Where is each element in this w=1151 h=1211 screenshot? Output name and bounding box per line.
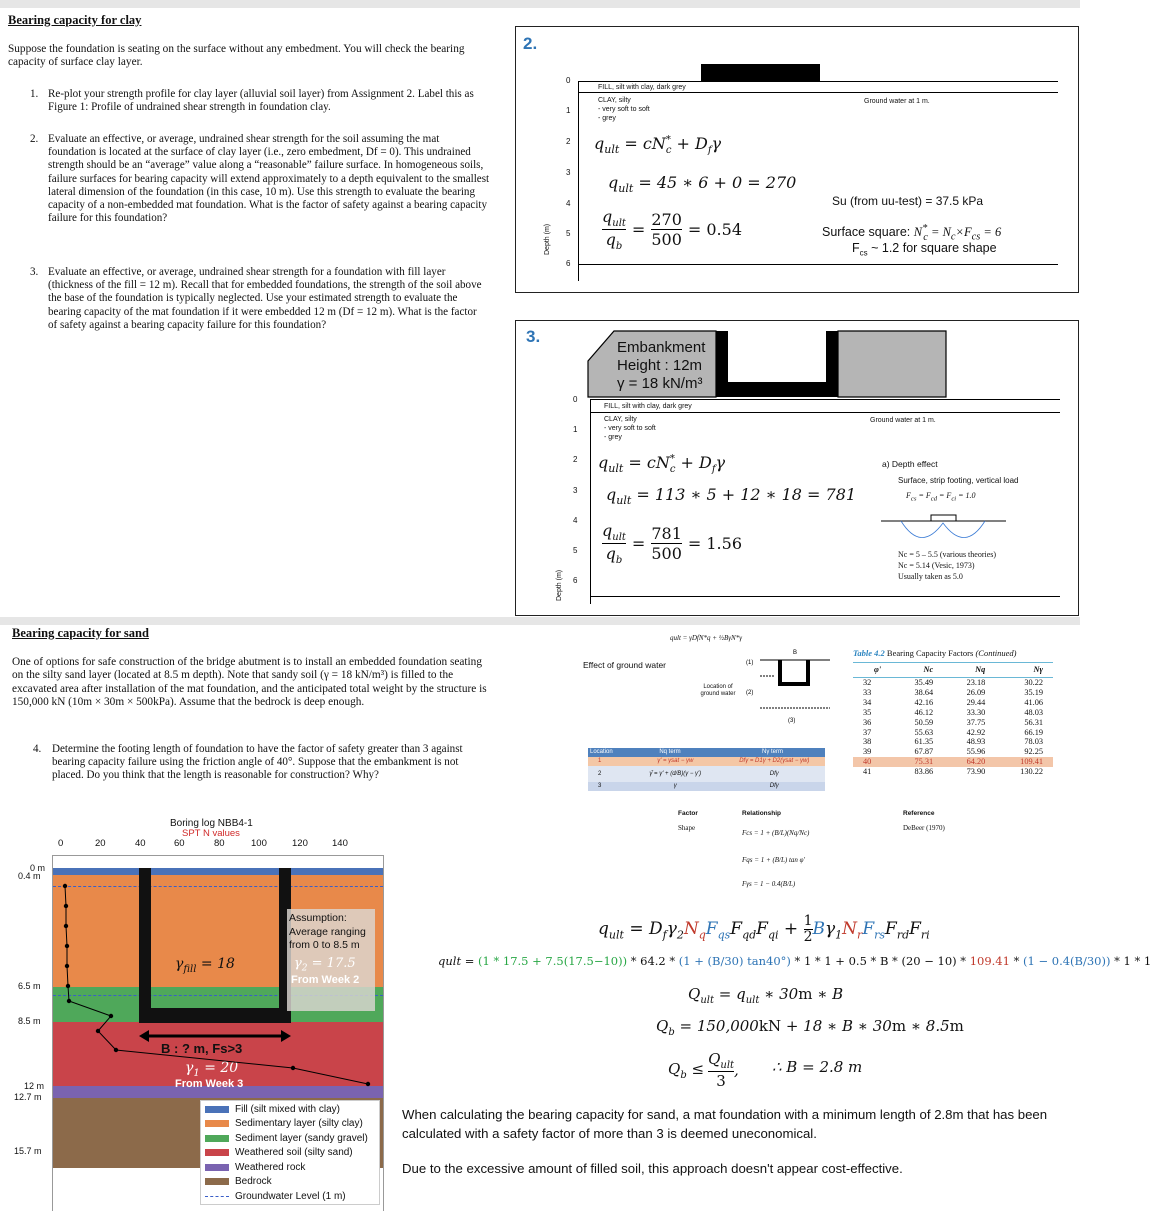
x-tick: 60 — [174, 838, 185, 849]
legend-item — [205, 1175, 375, 1190]
eq3-fs: $q_{ult}$ $q_b$ = $\frac{781}{500}$ = 1.56 — [602, 521, 742, 567]
table42-row — [853, 718, 1053, 728]
table42-cell: 42.16 — [914, 697, 934, 707]
panel-2 — [515, 26, 1079, 293]
legend-swatch — [205, 1196, 229, 1197]
ref-loc-ground: Location of ground water — [700, 684, 736, 697]
from-week-2: From Week 2 — [291, 974, 360, 986]
fs3-num: 781 — [651, 524, 682, 544]
depth-axis — [578, 81, 579, 281]
long-eq-green: (1 * 17.5 + 7.5(17.5−10)) — [478, 954, 628, 968]
from-week-3: From Week 3 — [175, 1078, 244, 1090]
clay-q2: Evaluate an effective, or average, undrained shear strength for the soil assuming the mat foundation is located at the surface of clay layer (i.e., zero embedment, Df = 0). This undrained strength should be an “average” value along a “reasonable” failure surface. In homogeneous soils, failure surfaces for bearing capacity will extend approximately to a depth equivalent to the smallest lateral dimension of the foundation (in this case, 10 m). Use this strength to evaluate the bearing capacity of a non-embedded mat foundation. What is the factor of safety against a bearing capacity failure for this foundation? — [48, 133, 490, 225]
ref-fgs: Fγs = 1 − 0.4(B/L) — [742, 880, 796, 888]
assumption-line-3: from 0 to 8.5 m — [289, 939, 360, 951]
solution-result: ∴ B = 2.8 m — [772, 1058, 863, 1076]
emb-line-2: Height : 12m — [617, 357, 703, 374]
ref-qult-eq: qult = γDfN*q + ½BγN*γ — [670, 634, 742, 642]
fill-desc-3: FILL, silt with clay, dark grey — [604, 403, 692, 410]
fill-desc: FILL, silt with clay, dark grey — [598, 84, 686, 91]
long-eq-d: * — [1009, 954, 1024, 968]
surface-note: Surface square: $N^*_c = N_c\times F_{cs} = 6$ — [822, 223, 1002, 243]
tick-6: 6 — [566, 259, 571, 268]
legend-label: Bedrock — [235, 1176, 272, 1188]
clay-desc-3-1: - very soft to soft — [604, 425, 656, 432]
table42-cell: 33 — [863, 687, 872, 697]
legend-swatch — [205, 1120, 229, 1127]
ground-line — [578, 81, 1058, 82]
table42-cell: 32 — [863, 678, 872, 687]
legend-label: Fill (silt mixed with clay) — [235, 1103, 341, 1115]
gw-th-nq: Nq term — [659, 749, 681, 755]
table42-cell: 73.90 — [966, 767, 986, 777]
legend-item — [205, 1160, 375, 1175]
legend-item — [205, 1131, 375, 1146]
y-tick: 0.4 m — [18, 871, 41, 881]
clay-q3: Evaluate an effective, or average, undrained shear strength for a foundation with fill layer (thickness of the fill = 12 m). Recall that for embedded foundations, the strength of the soil above the base of the foundation is typically neglected. Use your estimated strength to evaluate the bearing capacity of the mat foundation if it were embedded 12 m (Df = 12 m). What is the factor of safety against a bearing capacity failure for this foundation? — [48, 266, 482, 331]
gw-td: Dfγ — [769, 771, 779, 777]
gw-td: γ̄ = γ' + (d/B)(γ − γ') — [649, 771, 702, 777]
eq3-value: $q_{ult} = 113$ ∗ 5 + 12 ∗ 18 = 781 — [606, 485, 857, 508]
foundation-block — [701, 64, 820, 82]
depth-label: Depth (m) — [544, 223, 551, 255]
legend-item — [205, 1189, 375, 1204]
table42-cell: 56.31 — [1024, 717, 1043, 727]
fs3-den: 500 — [651, 544, 682, 564]
table42-row — [853, 698, 1053, 708]
panel-3-label: 3. — [526, 327, 541, 346]
solution-para-1: When calculating the bearing capacity for sand, a mat foundation with a minimum length of 2.8m that has been calculated with a safety factor of more than 3 is deemed uneconomical. — [402, 1107, 1048, 1141]
long-eq-blue: (1 + (B/30) tan40°) — [678, 954, 791, 968]
fill-line — [578, 92, 1058, 93]
table42-cell: 92.25 — [1024, 747, 1043, 757]
fs-den: 500 — [651, 230, 682, 250]
tick-4: 4 — [566, 199, 571, 208]
long-eq-b: * 64.2 * — [627, 954, 679, 968]
table42 — [853, 662, 1053, 777]
table42-cell: 78.03 — [1024, 737, 1043, 747]
solution-main-eq: $q_{ult} = D_f\gamma_2N_qF_{qs}F_{qd}F_{qi}$ + $\frac{1}{2}$ $B\gamma_1N_rF_{rs}F_{rd}F_{ri}$ — [598, 913, 930, 945]
solution-Qb: $Q_b = 150,000kN + 18$ ∗ B ∗ 30m ∗ 8.5m — [656, 1017, 964, 1038]
gw-th-loc: Location — [590, 749, 613, 755]
eq3-general: $q_{ult} = cN^*_c + D_f\gamma$ — [598, 453, 726, 476]
top-divider — [0, 0, 1080, 8]
nc-note-3: Usually taken as 5.0 — [898, 572, 963, 581]
groundwater-note: Ground water at 1 m. — [864, 98, 930, 105]
y-tick: 15.7 m — [14, 1146, 42, 1156]
table42-cell: 66.19 — [1024, 727, 1043, 737]
fcs-line: $F_{cs} = F_{cd} = F_{ci} = 1.0$ — [906, 491, 976, 503]
table42-cell: 42.92 — [966, 727, 986, 737]
table42-header-row — [853, 663, 1053, 678]
ref-relationship: Relationship — [742, 810, 782, 817]
sand-q4-num: 4. — [33, 743, 42, 755]
fill-line-3 — [590, 412, 1060, 413]
boring-title: Boring log NBB4-1 — [170, 818, 253, 829]
table42-th: Nq — [943, 663, 995, 678]
clay-q2-num: 2. — [30, 133, 39, 145]
table42-th: φ' — [853, 663, 891, 678]
x-tick: 120 — [292, 838, 308, 849]
table42-cell: 83.86 — [914, 767, 934, 777]
sand-q4: Determine the footing length of foundation to have the factor of safety greater than 3 against bearing capacity failure using the friction angle of 40°. Suppose that the embankment is not placed. Do you think that the length is reasonable for construction? Why? — [52, 743, 463, 782]
tick3-5: 5 — [573, 546, 578, 555]
long-eq-c: * 1 * 1 + 0.5 * B * (20 − 10) * — [790, 954, 970, 968]
clay-desc: CLAY, silty — [598, 97, 631, 104]
ref-debeer: DeBeer (1970) — [903, 824, 945, 832]
clay-desc-3: CLAY, silty — [604, 416, 637, 423]
legend-swatch — [205, 1149, 229, 1156]
boring-legend — [200, 1100, 380, 1205]
x-tick: 140 — [332, 838, 348, 849]
table42-cell: 33.30 — [966, 707, 986, 717]
legend-label: Sediment layer (sandy gravel) — [235, 1132, 368, 1144]
su-note: Su (from uu-test) = 37.5 kPa — [832, 194, 984, 208]
x-tick: 80 — [214, 838, 225, 849]
boring-subtitle: SPT N values — [182, 828, 240, 839]
table42-cell: 48.93 — [966, 737, 986, 747]
table42-cell: 46.12 — [914, 707, 934, 717]
svg-text:B: B — [793, 650, 798, 656]
table42-cell: 40 — [853, 757, 891, 767]
tick-0: 0 — [566, 76, 571, 85]
table42-cell: 39 — [863, 747, 872, 757]
gw-table-row — [588, 757, 825, 766]
table42-cell: 38 — [863, 737, 872, 747]
table42-cell: 48.03 — [1024, 707, 1043, 717]
b-label: B : ? m, Fs>3 — [161, 1041, 243, 1056]
y-tick: 12.7 m — [14, 1092, 42, 1102]
legend-label: Weathered rock — [235, 1161, 306, 1173]
gw-location-sketch — [740, 646, 840, 730]
gw-table — [588, 748, 825, 791]
legend-label: Groundwater Level (1 m) — [235, 1190, 346, 1202]
svg-text:(2): (2) — [746, 690, 754, 696]
legend-item — [205, 1102, 375, 1117]
assumption-line-1: Assumption: — [289, 912, 347, 924]
gw-table-header — [588, 748, 825, 757]
gw-table-row — [588, 766, 825, 782]
fs-num: 270 — [651, 210, 682, 230]
table42-row — [853, 688, 1053, 698]
mid-divider — [0, 617, 1080, 625]
gw-td: 1 — [598, 758, 602, 764]
legend-label: Sedimentary layer (silty clay) — [235, 1118, 363, 1130]
sand-heading: Bearing capacity for sand — [12, 626, 149, 640]
table42-cell: 75.31 — [891, 757, 943, 767]
eq-qult-value: $q_{ult} = 45$ ∗ 6 + 0 = 270 — [608, 173, 797, 196]
gw-th-ng: Nγ term — [762, 749, 783, 755]
emb-line-1: Embankment — [617, 339, 706, 356]
table42-row — [853, 737, 1053, 747]
bottom-line — [578, 264, 1058, 265]
table42-row — [853, 728, 1053, 738]
gw-td: Dfγ — [769, 783, 779, 789]
y-tick: 12 m — [24, 1081, 45, 1091]
gamma-2: $\gamma_2 = 17.5$ — [294, 956, 356, 974]
tick-2: 2 — [566, 137, 571, 146]
clay-desc-3-2: - grey — [604, 434, 622, 441]
table42-row — [853, 678, 1053, 688]
table42-th: Nγ — [995, 663, 1053, 678]
tick3-2: 2 — [573, 455, 578, 464]
embankment-label — [617, 339, 705, 393]
table42-cell: 50.59 — [914, 717, 934, 727]
x-tick: 20 — [95, 838, 106, 849]
clay-desc-2: - grey — [598, 115, 616, 122]
table42-cell: 29.44 — [966, 697, 986, 707]
table42-cell: 35 — [863, 707, 872, 717]
gw-td: 2 — [598, 771, 602, 777]
table42-cell: 55.63 — [914, 727, 934, 737]
clay-intro: Suppose the foundation is seating on the surface without any embedment. You will check the bearing capacity of surface clay layer. — [8, 43, 465, 69]
gw-td: γ — [673, 783, 677, 789]
table42-cell: 34 — [863, 697, 872, 707]
tick3-1: 1 — [573, 425, 578, 434]
table42-cell: 67.87 — [914, 747, 934, 757]
solution-long-eq — [438, 954, 1151, 968]
emb-line-3: γ = 18 kN/m³ — [617, 375, 703, 392]
table42-cell: 55.96 — [966, 747, 986, 757]
bearing-factor-table — [853, 662, 1053, 777]
embankment-right — [838, 331, 946, 397]
table42-title-rest: Bearing Capacity Factors — [886, 648, 974, 658]
assumption-line-2: Average ranging — [289, 925, 366, 938]
table42-cell: 109.41 — [995, 757, 1053, 767]
depth-label-3: Depth (m) — [556, 569, 563, 601]
nc-note-2: Nc = 5.14 (Vesic, 1973) — [898, 561, 975, 570]
y-tick: 6.5 m — [18, 981, 41, 991]
table42-title-cont: (Continued) — [975, 648, 1017, 658]
legend-item — [205, 1146, 375, 1161]
table42-cell: 37 — [863, 727, 872, 737]
table42-cell: 38.64 — [914, 687, 934, 697]
table42-row — [853, 708, 1053, 718]
svg-text:(1): (1) — [746, 660, 754, 666]
fs3-result: = 1.56 — [687, 534, 742, 554]
panel-2-label: 2. — [523, 34, 538, 53]
strip-footing-sketch — [881, 511, 1006, 553]
table42-cell: 130.22 — [1020, 767, 1043, 777]
table42-cell: 41 — [863, 767, 872, 777]
table42-cell: 64.20 — [943, 757, 995, 767]
gw-td: γ' = γsat − γw — [657, 758, 694, 764]
legend-item — [205, 1117, 375, 1132]
table42-title — [853, 648, 1017, 658]
tick3-3: 3 — [573, 486, 578, 495]
depth-axis-3 — [590, 399, 591, 604]
sand-intro: One of options for safe construction of the bridge abutment is to install an embedded foundation seating on the silty sand layer (located at 8.5 m depth). Note that sandy soil (γ = 18 kN/m³) is filled to the excavated area after installation of the mat foundation, and the anticipated total weight by the structure is 150,000 kN (10m × 30m × 500kPa). Assume that the bedrock is deep enough. — [12, 656, 487, 709]
gw-td: Dfγ = D1γ + D2(γsat − γw) — [739, 758, 810, 764]
legend-swatch — [205, 1164, 229, 1171]
gamma-1: $\gamma_1 = 20$ — [185, 1060, 239, 1079]
groundwater-note-3: Ground water at 1 m. — [870, 417, 936, 424]
solution-para-2: Due to the excessive amount of filled soil, this approach doesn't appear cost-effective. — [402, 1161, 903, 1176]
ref-factor: Factor — [678, 810, 698, 817]
clay-desc-1: - very soft to soft — [598, 106, 650, 113]
tick3-0: 0 — [573, 395, 578, 404]
tick3-6: 6 — [573, 576, 578, 585]
solution-Qult: $Q_{ult} = q_{ult}$ ∗ 30m ∗ B — [688, 985, 844, 1006]
x-tick: 40 — [135, 838, 146, 849]
panel-3 — [515, 320, 1079, 616]
clay-q1-num: 1. — [30, 88, 39, 100]
clay-heading: Bearing capacity for clay — [8, 13, 142, 27]
ref-reference: Reference — [903, 810, 935, 817]
eq-fs: $q_{ult}$ $q_b$ = $\frac{270}{500}$ = 0.54 — [602, 207, 742, 253]
table42-row — [853, 747, 1053, 757]
long-eq-red: 109.41 — [969, 954, 1010, 968]
fcs-note: $F_{cs}$ ~ 1.2 for square shape — [852, 241, 997, 258]
legend-swatch — [205, 1178, 229, 1185]
spt-n-profile — [53, 856, 383, 1116]
legend-swatch — [205, 1106, 229, 1113]
clay-q1: Re-plot your strength profile for clay layer (alluvial soil layer) from Assignment 2. Label this as Figure 1: Profile of undrained shear strength in foundation clay. — [48, 88, 474, 114]
x-tick: 100 — [251, 838, 267, 849]
bottom-line-3 — [590, 596, 1060, 597]
nc-note-1: Nc = 5 – 5.5 (various theories) — [898, 550, 997, 559]
check-den: 3 — [708, 1071, 734, 1090]
eq-qult-general: $q_{ult} = cN^*_c + D_f\gamma$ — [594, 134, 722, 157]
table42-cell: 35.19 — [1024, 687, 1043, 697]
solution-check: $Q_b$ ≤ $Q_{ult}$ 3 , — [668, 1050, 739, 1090]
fs-result: = 0.54 — [687, 220, 742, 240]
y-tick: 8.5 m — [18, 1016, 41, 1026]
tick-5: 5 — [566, 229, 571, 238]
table42-cell: 36 — [863, 717, 872, 727]
table42-th: Nc — [891, 663, 943, 678]
table42-cell: 61.35 — [914, 737, 934, 747]
table42-row — [853, 757, 1053, 767]
long-eq-e: * 1 * 1 — [1110, 954, 1151, 968]
table42-cell: 37.75 — [966, 717, 986, 727]
gamma-fill: $\gamma_{fill} = 18$ — [175, 956, 235, 975]
ref-gw-effect: Effect of ground water — [583, 660, 667, 670]
legend-swatch — [205, 1135, 229, 1142]
y-tick: 0 m — [30, 863, 46, 873]
tick-1: 1 — [566, 106, 571, 115]
tick-3: 3 — [566, 168, 571, 177]
legend-label: Weathered soil (silty sand) — [235, 1147, 353, 1159]
table42-cell: 35.49 — [914, 678, 934, 687]
table42-cell: 41.06 — [1024, 697, 1043, 707]
gw-td: 3 — [598, 783, 602, 789]
table42-row — [853, 767, 1053, 777]
table42-cell: 23.18 — [966, 678, 986, 687]
ref-fqs: Fqs = 1 + (B/L) tan φ' — [742, 856, 806, 864]
clay-q3-num: 3. — [30, 266, 39, 278]
ground-line-3 — [590, 399, 1060, 400]
table42-cell: 26.09 — [966, 687, 986, 697]
x-tick: 0 — [58, 838, 64, 849]
svg-text:(3): (3) — [788, 718, 796, 724]
mat-foundation — [716, 382, 838, 397]
x-ticks — [56, 838, 396, 850]
depth-effect: a) Depth effect — [882, 459, 938, 469]
gw-table-row — [588, 782, 825, 791]
ref-fcs: Fcs = 1 + (B/L)(Nq/Nc) — [742, 829, 810, 837]
tick3-4: 4 — [573, 516, 578, 525]
long-eq-blue2: (1 − 0.4(B/30)) — [1023, 954, 1111, 968]
ref-shape: Shape — [678, 824, 696, 832]
long-eq-a: qult = — [438, 954, 479, 968]
table42-cell: 30.22 — [1024, 678, 1043, 687]
surface-strip: Surface, strip footing, vertical load — [898, 476, 1019, 485]
table42-title-bold: Table 4.2 — [853, 648, 885, 658]
